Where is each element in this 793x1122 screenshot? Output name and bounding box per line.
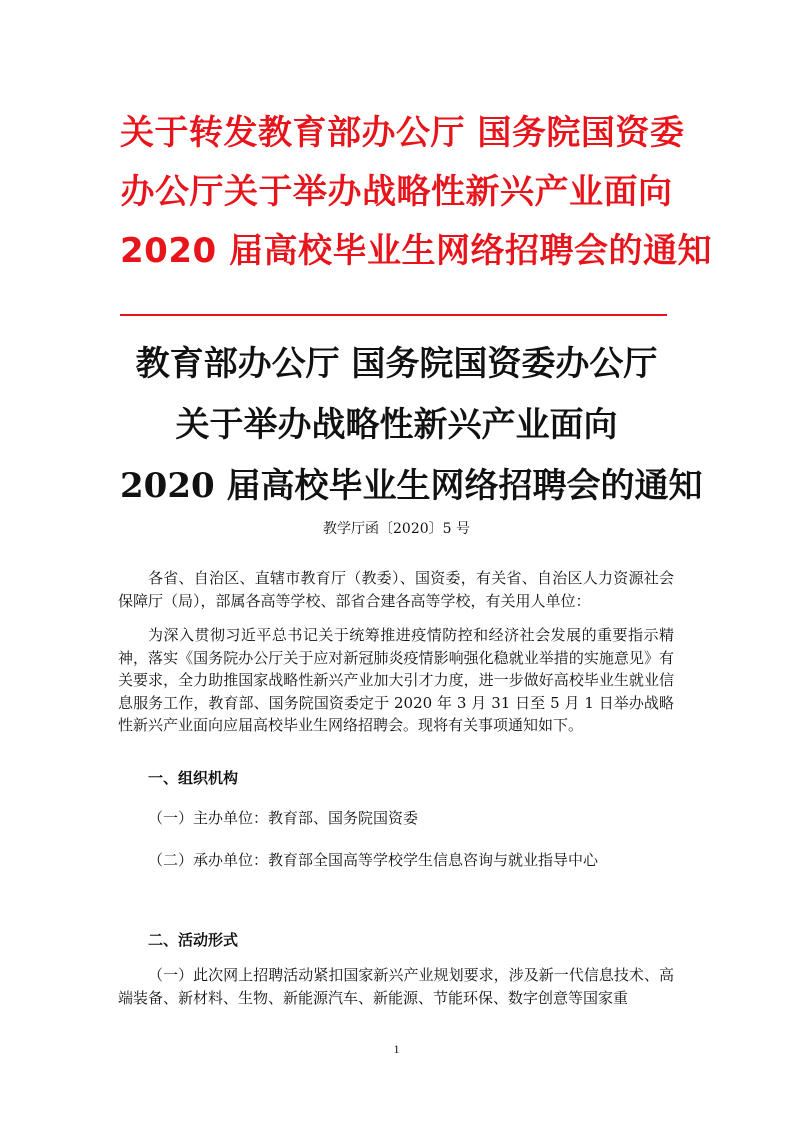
red-title-line-1: 关于转发教育部办公厅 国务院国资委	[120, 113, 685, 153]
page-number: 1	[393, 1042, 400, 1056]
intro-paragraph: 为深入贯彻习近平总书记关于统筹推进疫情防控和经济社会发展的重要指示精神，落实《国务院办公厅关于应对新冠肺炎疫情影响强化稳就业举措的实施意见》有关要求，全力助推国家战略性新兴产业加大引才力度，进一步做好高校毕业生就业信息服务工作，教育部、国务院国资委定于 2020 年 3 月 31 日至 5 月 1 日举办战略性新兴产业面向应届高校毕业生网络招聘会。现将有关事项通知如下。	[118, 626, 674, 734]
red-divider	[120, 314, 667, 316]
addressee-paragraph: 各省、自治区、直辖市教育厅（教委）、国资委，有关省、自治区人力资源社会保障厅（局），部属各高等学校、部省合建各高等学校，有关用人单位：	[118, 569, 674, 610]
section1-item-1: （一）主办单位：教育部、国务院国资委	[148, 809, 419, 827]
doc-title-line-2: 关于举办战略性新兴产业面向	[175, 405, 618, 445]
red-title-line-2: 办公厅关于举办战略性新兴产业面向	[120, 172, 673, 212]
section2-item-1: （一）此次网上招聘活动紧扣国家新兴产业规划要求，涉及新一代信息技术、高端装备、新材料、生物、新能源汽车、新能源、节能环保、数字创意等国家重	[118, 966, 674, 1007]
red-title-line-3: 2020 届高校毕业生网络招聘会的通知	[120, 231, 712, 271]
section1-item-2: （二）承办单位：教育部全国高等学校学生信息咨询与就业指导中心	[148, 851, 599, 869]
doc-title-line-3: 2020 届高校毕业生网络招聘会的通知	[120, 466, 703, 506]
section-heading-2: 二、活动形式	[148, 931, 239, 949]
doc-title-line-1: 教育部办公厅 国务院国资委办公厅	[135, 344, 658, 384]
section-heading-1: 一、组织机构	[148, 769, 239, 787]
document-number: 教学厅函〔2020〕5 号	[323, 521, 470, 537]
